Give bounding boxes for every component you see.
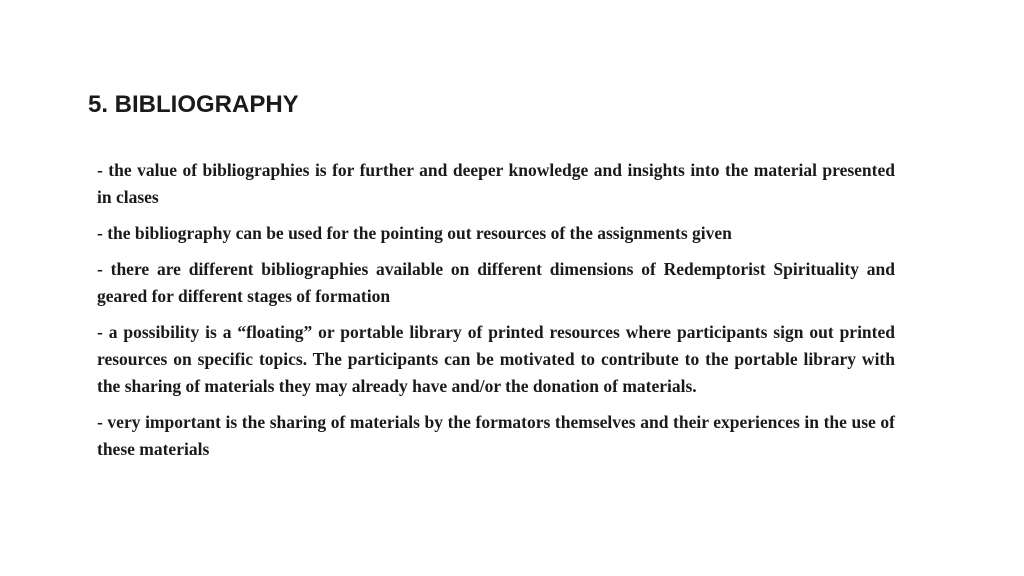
bullet-paragraph-bibliography-value: - the value of bibliographies is for further and deeper knowledge and insights into the material presented in clases: [97, 160, 895, 207]
slide-title: 5. BIBLIOGRAPHY: [88, 91, 299, 118]
bullet-paragraph-resources: - the bibliography can be used for the pointing out resources of the assignments given: [97, 223, 732, 243]
bullet-paragraph-portable-library: - a possibility is a “floating” or portable library of printed resources where participants sign out printed resources on specific topics. The participants can be motivated to contribute to the portable library with the sharing of materials they may already have and/or the donation of materials.: [97, 322, 895, 396]
bullet-paragraph-different-bibliographies: - there are different bibliographies available on different dimensions of Redemptorist Spirituality and geared for different stages of formation: [97, 259, 895, 306]
slide-body: [97, 157, 895, 472]
bullet-paragraph-formators-sharing: - very important is the sharing of materials by the formators themselves and their experiences in the use of these materials: [97, 412, 895, 459]
